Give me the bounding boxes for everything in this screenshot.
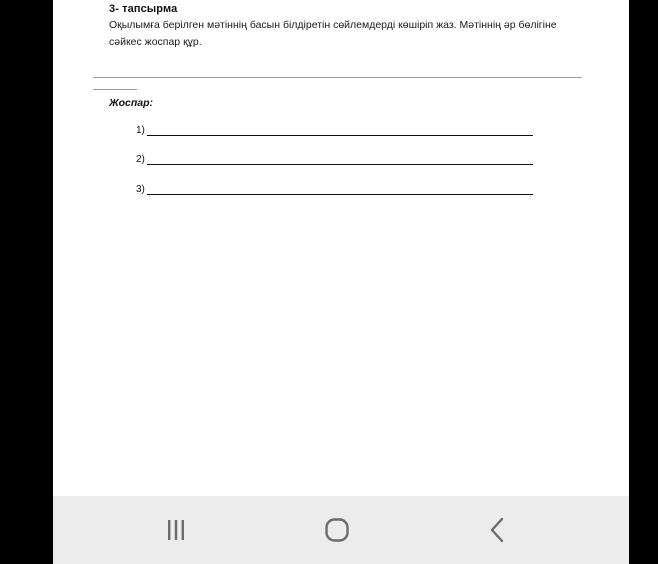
plan-label: Жоспар:: [109, 97, 154, 109]
plan-item-line: [147, 135, 533, 136]
back-icon: [487, 517, 509, 543]
plan-item-3: [136, 184, 536, 198]
system-navigation-bar: [53, 496, 629, 564]
left-bezel: [0, 0, 53, 564]
document-page[interactable]: [53, 0, 629, 496]
plan-item-line: [147, 194, 533, 195]
plan-item-number: 3): [136, 184, 145, 195]
home-icon: [324, 517, 350, 543]
task-title: 3- тапсырма: [109, 3, 178, 15]
plan-item-number: 2): [136, 154, 145, 165]
answer-line-long: [93, 77, 582, 78]
answer-line-short: [93, 89, 137, 90]
right-bezel: [629, 0, 658, 564]
task-description: Оқылымға берілген мәтіннің басын білдіретін сөйлемдерді көшіріп жаз. Мәтіннің әр бөлігіне сәйкес жоспар құр.: [109, 19, 557, 48]
plan-item-number: 1): [136, 125, 145, 136]
back-button[interactable]: [478, 514, 518, 546]
plan-item-1: [136, 125, 536, 139]
plan-item-line: [147, 164, 533, 165]
recent-apps-icon: [164, 518, 188, 542]
recent-apps-button[interactable]: [156, 514, 196, 546]
home-button[interactable]: [317, 514, 357, 546]
plan-item-2: [136, 154, 536, 168]
